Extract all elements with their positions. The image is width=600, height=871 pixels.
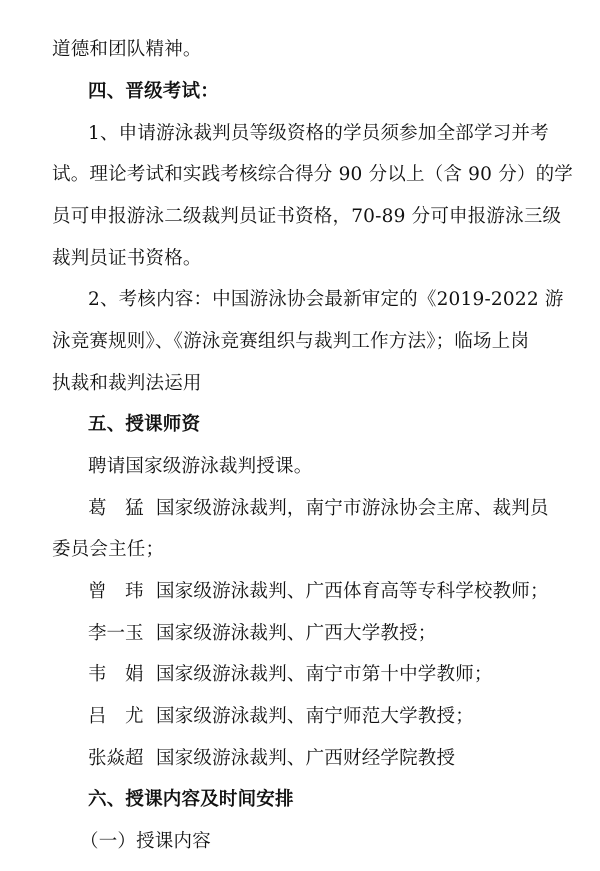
teacher-desc: 国家级游泳裁判、南宁师范大学教授；: [156, 706, 474, 727]
teacher-name: 葛 猛: [88, 498, 144, 519]
text-line: 试。理论考试和实践考核综合得分 90 分以上（含 90 分）的学: [52, 164, 574, 185]
teacher-entry: [88, 497, 588, 521]
text-line: 员可申报游泳二级裁判员证书资格，70-89 分可申报游泳三级: [52, 206, 562, 227]
teacher-desc: 国家级游泳裁判、广西大学教授；: [156, 623, 437, 644]
teacher-entry: [88, 705, 588, 729]
text-line: 裁判员证书资格。: [52, 248, 202, 269]
section-heading-exam: 四、晋级考试：: [88, 81, 219, 102]
teacher-name: 李一玉: [88, 623, 144, 644]
teacher-desc: 国家级游泳裁判、南宁市第十中学教师；: [156, 664, 493, 685]
text-line: 委员会主任；: [52, 539, 165, 560]
section-heading-schedule: 六、授课内容及时间安排: [88, 789, 294, 810]
text-line: 道德和团队精神。: [52, 39, 202, 60]
text-line: 执裁和裁判法运用: [52, 373, 202, 394]
teacher-name: 吕 尤: [88, 706, 144, 727]
teacher-name: 韦 娟: [88, 664, 144, 685]
teacher-name: 曾 玮: [88, 581, 144, 602]
text-line: 1、申请游泳裁判员等级资格的学员须参加全部学习并考: [88, 123, 549, 144]
teacher-desc: 国家级游泳裁判、广西财经学院教授: [156, 748, 456, 769]
subheading-content: （一）授课内容: [80, 831, 211, 852]
teacher-name: 张焱超: [88, 748, 144, 769]
teacher-desc: 国家级游泳裁判、广西体育高等专科学校教师；: [156, 581, 549, 602]
teacher-desc: 国家级游泳裁判，南宁市游泳协会主席、裁判员: [156, 498, 549, 519]
text-line: 聘请国家级游泳裁判授课。: [88, 456, 313, 477]
teacher-entry: [88, 622, 588, 646]
text-line: 泳竞赛规则》、《游泳竞赛组织与裁判工作方法》；临场上岗: [52, 331, 530, 352]
section-heading-teachers: 五、授课师资: [88, 414, 201, 435]
text-line: 2、考核内容：中国游泳协会最新审定的《2019-2022 游: [88, 289, 564, 310]
teacher-entry: [88, 580, 588, 604]
teacher-entry: [88, 747, 588, 771]
teacher-entry: [88, 663, 588, 687]
